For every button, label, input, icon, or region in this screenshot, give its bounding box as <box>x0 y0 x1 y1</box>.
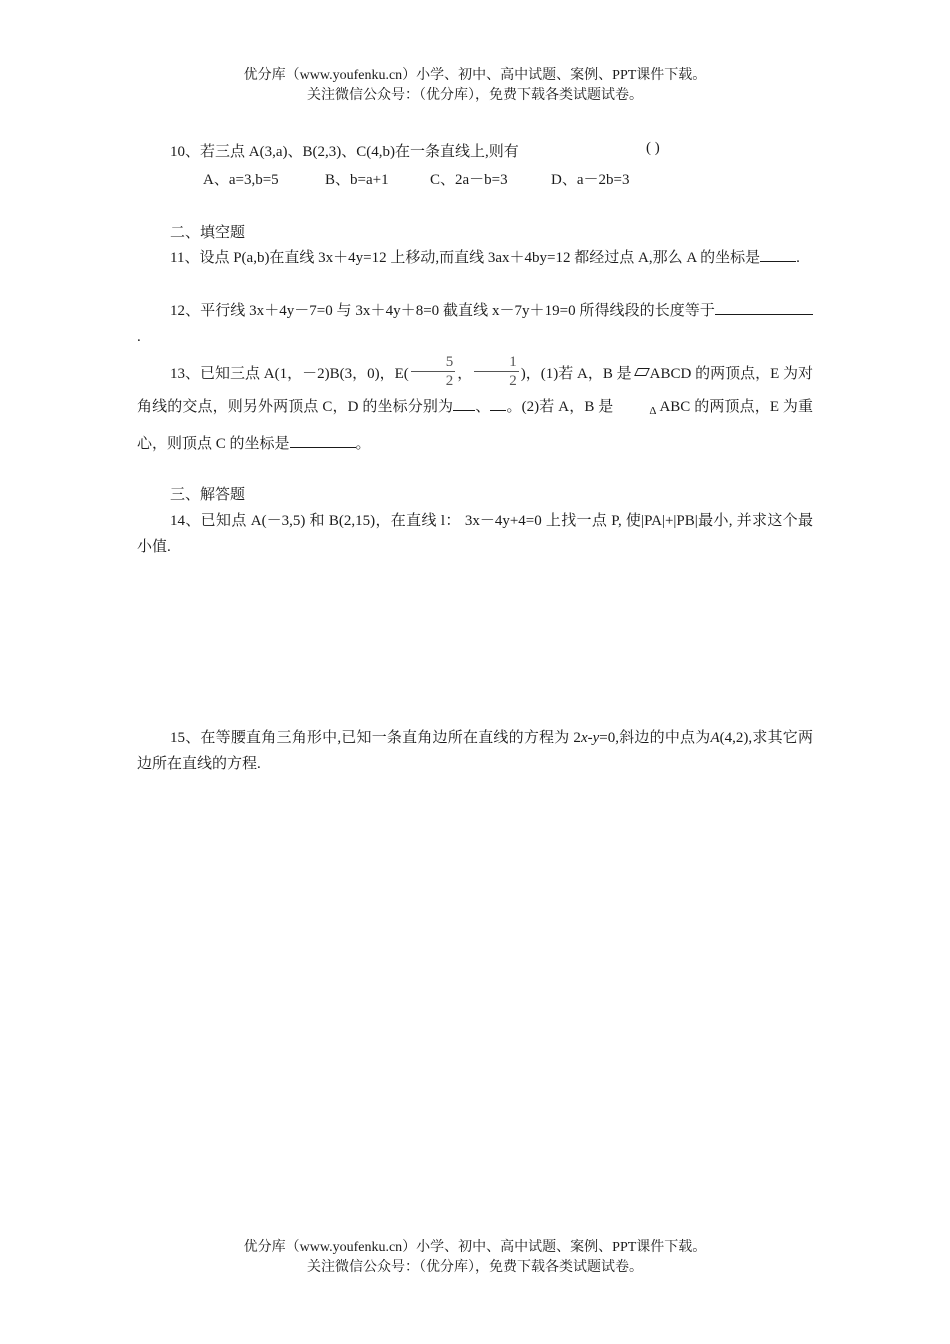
question-12-end: . <box>137 329 141 345</box>
variable-x: x <box>580 730 588 746</box>
question-10-option-b: B、b=a+1 <box>325 172 389 188</box>
question-13-blank-centroid <box>290 433 356 448</box>
fraction-1-denominator: 2 <box>445 373 454 390</box>
question-14: 14、已知点 A(－3,5) 和 B(2,15)，在直线 l： 3x－4y+4=0 上找一点 P, 使|PA|+|PB|最小, 并求这个最小值. <box>137 513 813 555</box>
question-11-blank <box>760 247 796 262</box>
question-13-comma: ， <box>457 366 473 382</box>
question-11-text: 11、设点 P(a,b)在直线 3x＋4y=12 上移动,而直线 3ax＋4by=12 都经过点 A,那么 A 的坐标是 <box>170 250 761 266</box>
fraction-2-denominator: 2 <box>509 373 517 390</box>
triangle-icon: Δ <box>649 405 657 417</box>
question-13-part-d: 。(2)若 A，B 是 <box>506 399 614 415</box>
fraction-one-half <box>474 353 519 390</box>
question-13-part-c: ABCD 的两顶点，E 为对角线的交点，则另外两顶点 C，D 的坐标分别为 <box>137 366 813 415</box>
question-11 <box>137 245 813 271</box>
section-3-title: 三、解答题 <box>170 487 246 503</box>
question-12-blank-2 <box>757 300 813 315</box>
question-13-part-a: 13、已知三点 A(1，－2)B(3，0)，E( <box>170 366 409 382</box>
question-13-blank-c <box>453 396 475 411</box>
page-footer-line1: 优分库（www.youfenku.cn）小学、初中、高中试题、案例、PPT课件下载。 <box>243 1240 707 1255</box>
variable-y: y <box>592 730 600 746</box>
question-15 <box>137 725 813 777</box>
question-13-end: 。 <box>355 436 371 452</box>
question-13-part-e: ABC 的两顶点，E 为重心，则顶点 C 的坐标是 <box>137 399 813 452</box>
parallelogram-icon <box>634 368 650 376</box>
question-12-text: 12、平行线 3x＋4y－7=0 与 3x＋4y＋8=0 截直线 x－7y＋19=0 所得线段的长度等于 <box>170 303 715 319</box>
fraction-five-halves <box>411 353 456 390</box>
question-13 <box>137 354 813 461</box>
question-12-blank-1 <box>715 300 757 315</box>
question-13-blank-d <box>490 396 506 411</box>
question-10-option-c: C、2a－b=3 <box>430 172 508 188</box>
fraction-1-numerator: 5 <box>411 353 456 372</box>
question-15-part-a: 15、在等腰直角三角形中,已知一条直角边所在直线的方程为 2 <box>170 730 581 746</box>
question-10-option-d: D、a－2b=3 <box>551 172 630 188</box>
question-13-separator: 、 <box>475 399 491 415</box>
section-2-title: 二、填空题 <box>170 225 246 241</box>
question-10-stem: 10、若三点 A(3,a)、B(2,3)、C(4,b)在一条直线上,则有 <box>170 144 519 160</box>
question-15-part-c: (4,2),求其它两边所在直线的方程. <box>137 730 813 772</box>
page-header-line2: 关注微信公众号：（优分库），免费下载各类试题试卷。 <box>307 88 643 103</box>
question-15-minus: - <box>587 730 593 746</box>
page-header-line1: 优分库（www.youfenku.cn）小学、初中、高中试题、案例、PPT课件下载。 <box>243 68 707 83</box>
fraction-2-numerator: 1 <box>474 353 519 372</box>
question-10-option-a: A、a=3,b=5 <box>203 172 279 188</box>
page-footer-line2: 关注微信公众号：（优分库），免费下载各类试题试卷。 <box>307 1260 643 1275</box>
question-12 <box>137 298 813 350</box>
question-11-end: . <box>796 250 800 266</box>
question-10-answer-paren: ( ) <box>646 140 660 156</box>
question-15-part-b: =0,斜边的中点为 <box>599 730 711 746</box>
point-A: A <box>710 730 720 746</box>
question-13-part-b: )，(1)若 A，B 是 <box>520 366 632 382</box>
